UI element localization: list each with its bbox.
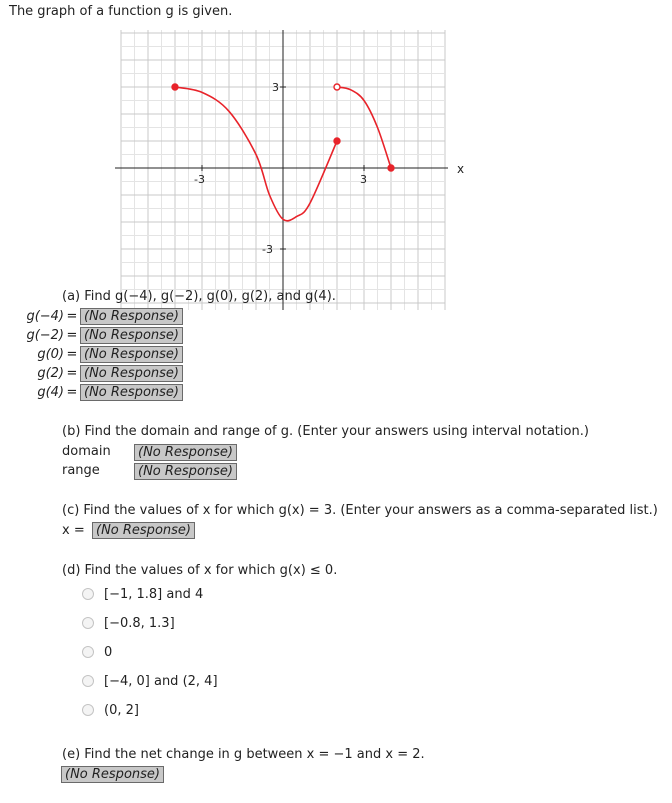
equals-sign: = [66,309,78,324]
part-e-question: (e) Find the net change in g between x = −1 and x = 2. [62,747,425,762]
x-axis-label: x [457,162,465,176]
closed-point [388,165,394,171]
option-radio[interactable] [82,704,94,716]
equals-sign: = [66,347,78,362]
axes [115,30,448,310]
part-a-question: (a) Find g(−4), g(−2), g(0), g(2), and g(4). [62,289,336,304]
option-label: [−4, 0] and (2, 4] [104,674,218,689]
option-label: (0, 2] [104,703,139,718]
closed-point [334,138,340,144]
part-c-response: (No Response) [92,522,195,539]
y-tick-label: -3 [262,243,273,256]
part-c-question: (c) Find the values of x for which g(x) = 3. (Enter your answers as a comma-separated list.) [62,503,658,518]
option-label: [−1, 1.8] and 4 [104,587,204,602]
part-a-row [0,308,183,326]
function-expression: g(0) [37,347,64,362]
intro-text: The graph of a function g is given. [9,4,233,19]
part-d-question: (d) Find the values of x for which g(x) ≤ 0. [62,563,338,578]
part-a-response: (No Response) [80,384,183,401]
function-graph [0,30,672,310]
function-expression: g(−2) [26,328,64,343]
equals-sign: = [66,385,78,400]
closed-point [172,84,178,90]
function-expression: g(2) [37,366,64,381]
part-a-row [0,384,183,402]
part-e-response: (No Response) [61,766,164,783]
option-radio[interactable] [82,617,94,629]
x-tick-label: -3 [194,173,205,186]
equals-sign: = [66,366,78,381]
domain-response: (No Response) [134,444,237,461]
x-tick-label: 3 [360,173,367,186]
part-a-response: (No Response) [80,327,183,344]
part-a-row [0,365,183,383]
range-label: range [62,463,100,478]
option-radio[interactable] [82,646,94,658]
option-radio[interactable] [82,675,94,687]
option-radio[interactable] [82,588,94,600]
part-b-question: (b) Find the domain and range of g. (Enter your answers using interval notation.) [62,424,589,439]
part-a-response: (No Response) [80,346,183,363]
equals-sign: = [66,328,78,343]
function-expression: g(4) [37,385,64,400]
part-a-row [0,346,183,364]
function-expression: g(−4) [26,309,64,324]
option-label: 0 [104,645,113,660]
part-a-response: (No Response) [80,308,183,325]
domain-label: domain [62,444,111,459]
option-label: [−0.8, 1.3] [104,616,175,631]
y-tick-label: 3 [272,81,279,94]
part-a-response: (No Response) [80,365,183,382]
open-point [334,84,340,90]
part-a-row [0,327,183,345]
x-equals-label: x = [62,523,85,538]
range-response: (No Response) [134,463,237,480]
